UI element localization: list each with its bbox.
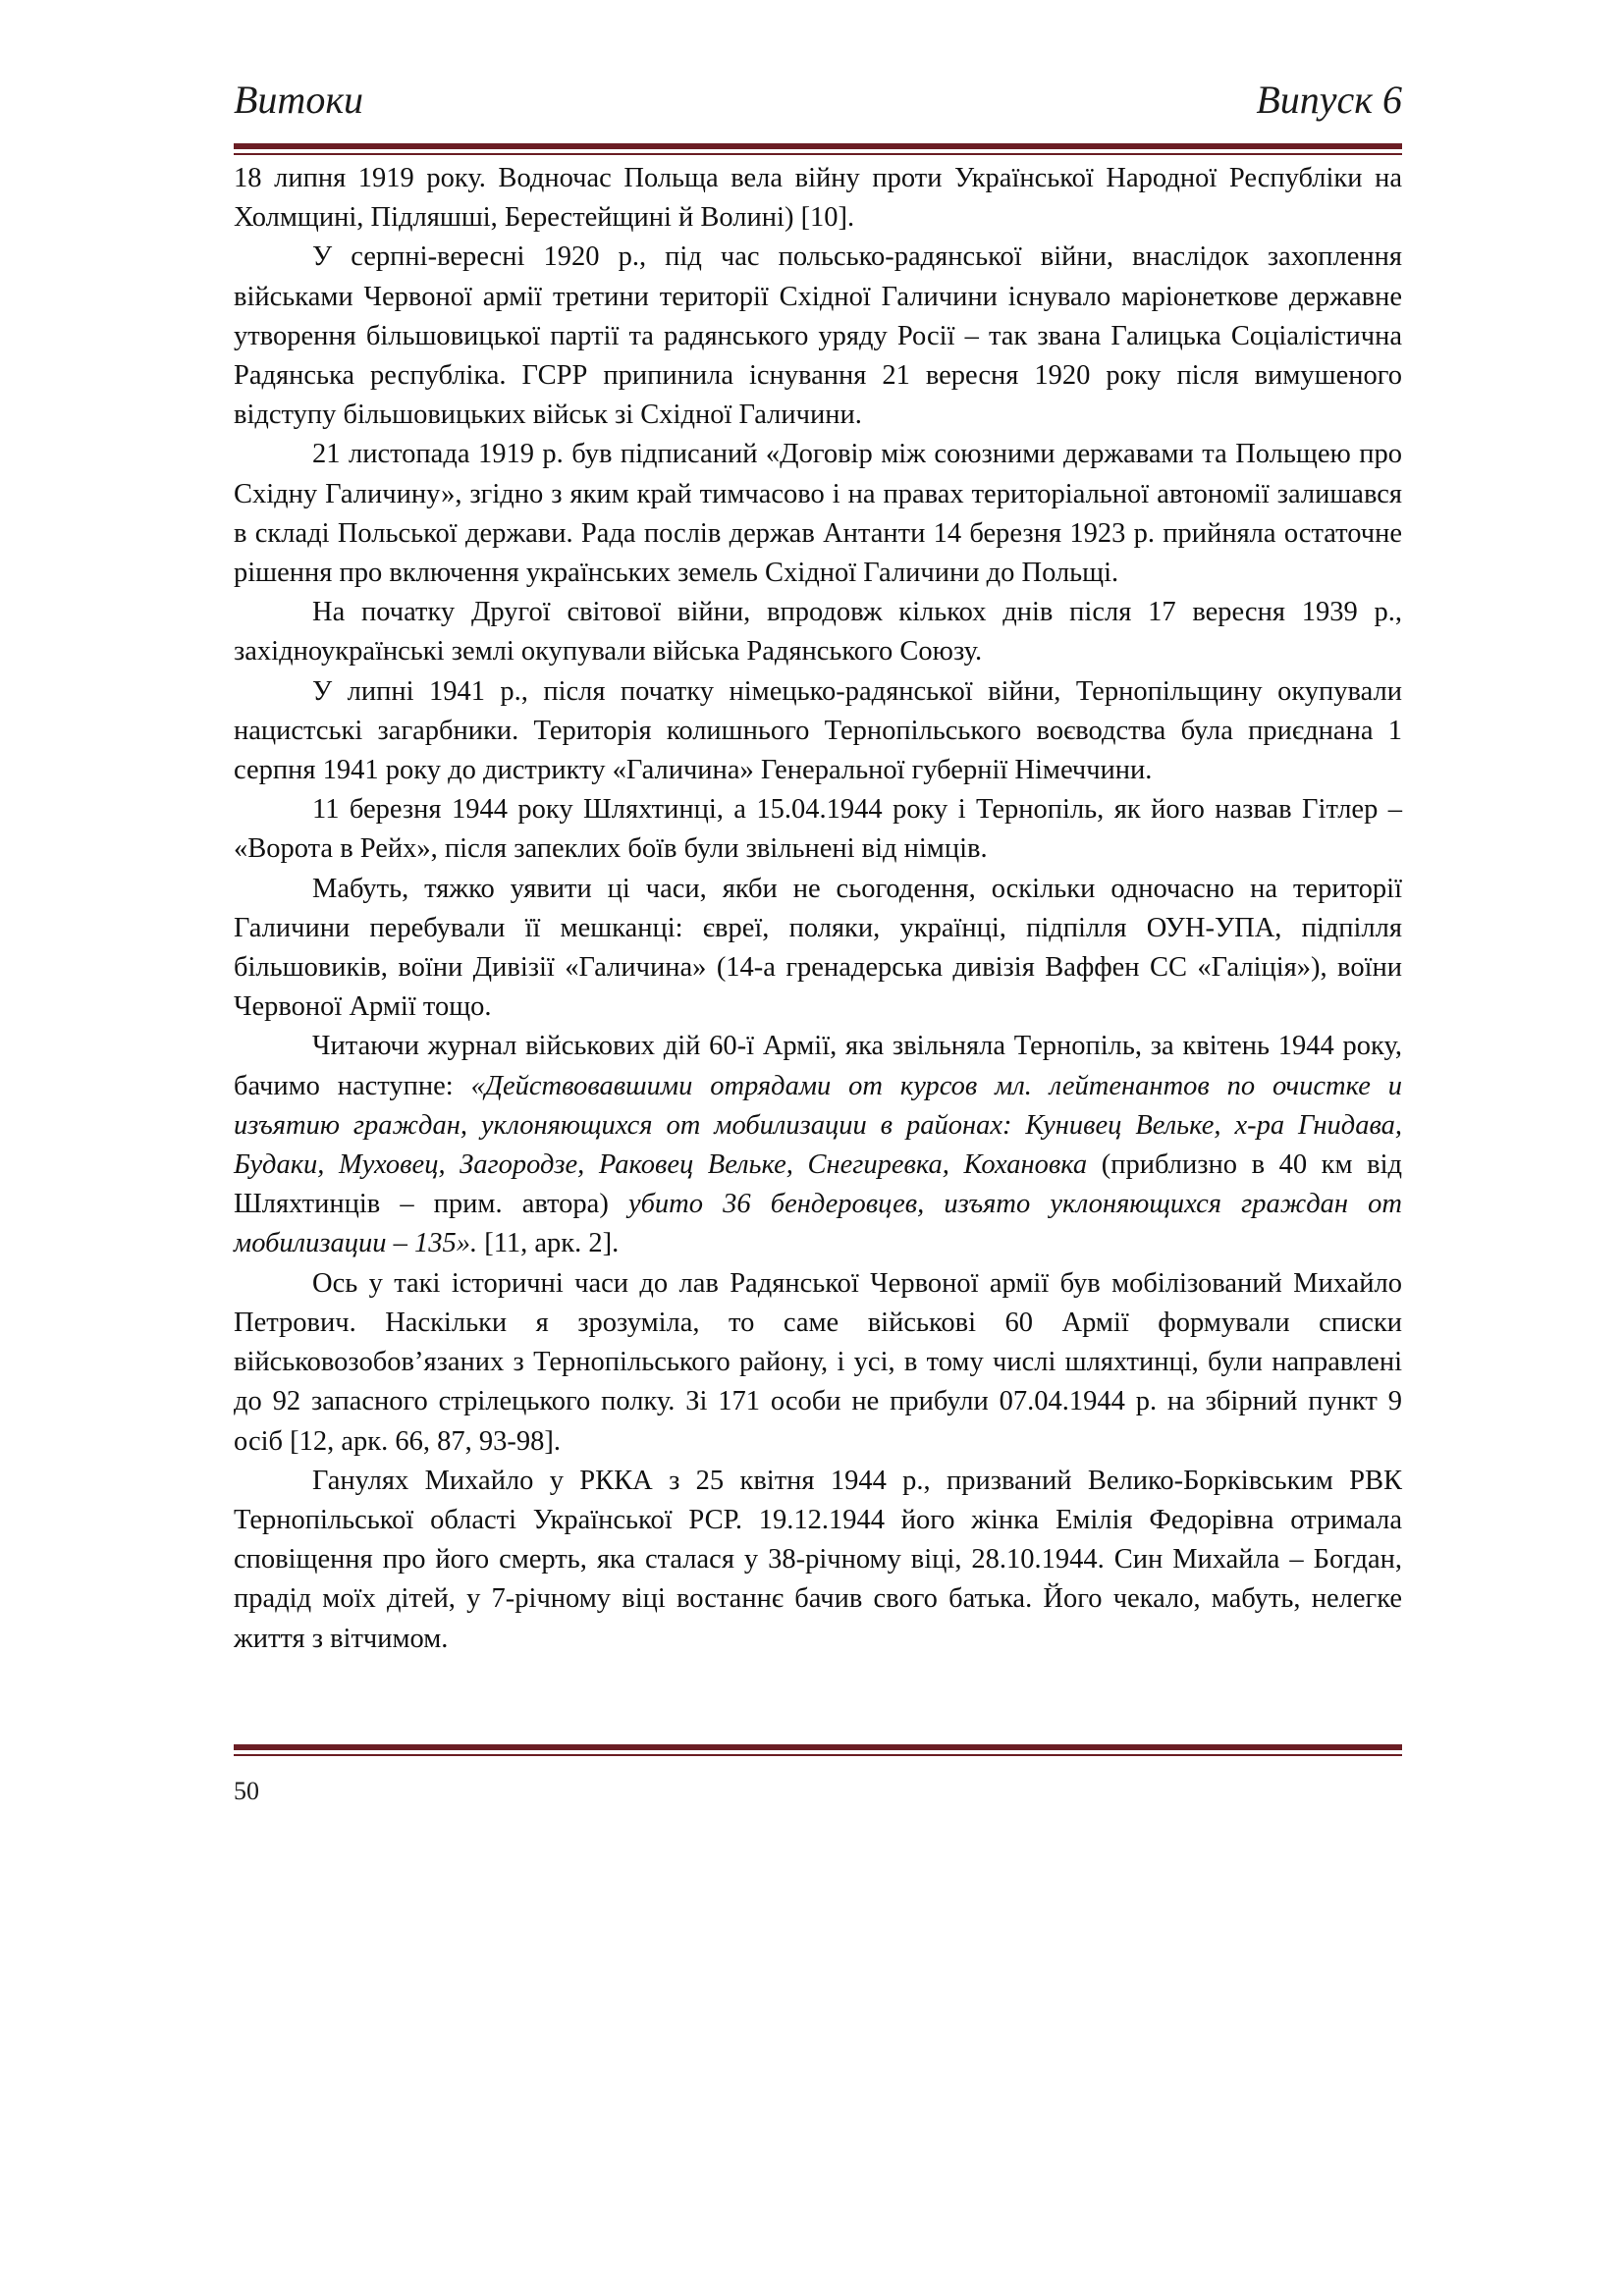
journal-title: Витоки xyxy=(234,78,364,122)
footer-rule-thick xyxy=(234,1744,1402,1750)
body-paragraph xyxy=(234,790,1402,869)
paragraph-text: 11 березня 1944 року Шляхтинці, а 15.04.1944 року і Тернопіль, як його назвав Гітлер – «Ворота в Рейх», після запеклих боїв були звільнені від німців. xyxy=(234,794,1402,865)
quoted-text: «Действовавшими отрядами от курсов мл. лейтенантов по очистке и изъятию граждан, уклоняющихся от мобилизации в районах: Кунивец Вельке, х-ра Гнидава, Будаки, Муховец, Загородзе, Раковец Вельке, Снегиревка, Кохановка xyxy=(234,1070,1402,1181)
paragraph-text: (приблизно в 40 км від Шляхтинців – прим. автора) xyxy=(234,1149,1402,1220)
body-paragraph xyxy=(234,159,1402,238)
paragraph-text: 18 липня 1919 року. Водночас Польща вела війну проти Української Народної Республіки на Холмщині, Підляшші, Берестейщині й Волині) [10]. xyxy=(234,163,1402,234)
paragraph-text: [11, арк. 2]. xyxy=(477,1228,620,1259)
paragraph-text: Ганулях Михайло у РККА з 25 квітня 1944 р., призваний Велико-Борківським РВК Тернопільської області Української РСР. 19.12.1944 його жінка Емілія Федорівна отримала сповіщення про його смерть, яка сталася у 38-річному віці, 28.10.1944. Син Михайла – Богдан, прадід моїх дітей, у 7-річному віці востаннє бачив свого батька. Його чекало, мабуть, нелегке життя з вітчимом. xyxy=(234,1465,1402,1654)
body-paragraph xyxy=(234,1027,1402,1263)
paragraph-text: 21 листопада 1919 р. був підписаний «Договір між союзними державами та Польщею про Східну Галичину», згідно з яким край тимчасово і на правах територіальної автономії залишався в складі Польської держави. Рада послів держав Антанти 14 березня 1923 р. прийняла остаточне рішення про включення українських земель Східної Галичини до Польщі. xyxy=(234,439,1402,589)
paragraph-text: Читаючи журнал військових дій 60-ї Армії, яка звільняла Тернопіль, за квітень 1944 року, бачимо наступне: xyxy=(234,1031,1402,1101)
header-rule-thin xyxy=(234,153,1402,155)
running-header xyxy=(234,77,1402,135)
header-rule-thick xyxy=(234,143,1402,149)
body-paragraph xyxy=(234,672,1402,791)
body-paragraph xyxy=(234,238,1402,435)
body-paragraph xyxy=(234,870,1402,1028)
page-number: 50 xyxy=(234,1777,259,1805)
paragraph-text: На початку Другої світової війни, впродовж кількох днів після 17 вересня 1939 р., західноукраїнські землі окупували війська Радянського Союзу. xyxy=(234,597,1402,667)
paragraph-text: Мабуть, тяжко уявити ці часи, якби не сьогодення, оскільки одночасно на території Галичини перебували її мешканці: євреї, поляки, українці, підпілля ОУН-УПА, підпілля більшовиків, воїни Дивізії «Галичина» (14-а гренадерська дивізія Ваффен СС «Галіція»), воїни Червоної Армії тощо. xyxy=(234,873,1402,1023)
body-paragraph xyxy=(234,1264,1402,1462)
paragraph-text: У серпні-вересні 1920 р., під час польсько-радянської війни, внаслідок захоплення військами Червоної армії третини території Східної Галичини існувало маріонеткове державне утворення більшовицької партії та радянського уряду Росії – так звана Галицька Соціалістична Радянська республіка. ГСРР припинила існування 21 вересня 1920 року після вимушеного відступу більшовицьких військ зі Східної Галичини. xyxy=(234,241,1402,431)
body-paragraph xyxy=(234,593,1402,671)
body-paragraph xyxy=(234,1462,1402,1659)
paragraph-text: У липні 1941 р., після початку німецько-радянської війни, Тернопільщину окупували нацистські загарбники. Територія колишнього Тернопільського воєводства була приєднана 1 серпня 1941 року до дистрикту «Галичина» Генеральної губернії Німеччини. xyxy=(234,675,1402,786)
body-paragraph xyxy=(234,435,1402,593)
issue-label: Випуск 6 xyxy=(1256,78,1402,122)
article-body xyxy=(234,159,1402,1659)
footer-rule-thin xyxy=(234,1754,1402,1756)
quoted-text: убито 36 бендеровцев, изъято уклоняющихся граждан от мобилизации – 135». xyxy=(234,1189,1402,1259)
paragraph-text: Ось у такі історичні часи до лав Радянської Червоної армії був мобілізований Михайло Петрович. Наскільки я зрозуміла, то саме військові 60 Армії формували списки військовозобов’язаних з Тернопільського району, і усі, в тому числі шляхтинці, були направлені до 92 запасного стрілецького полку. Зі 171 особи не прибули 07.04.1944 р. на збірний пункт 9 осіб [12, арк. 66, 87, 93-98]. xyxy=(234,1267,1402,1457)
